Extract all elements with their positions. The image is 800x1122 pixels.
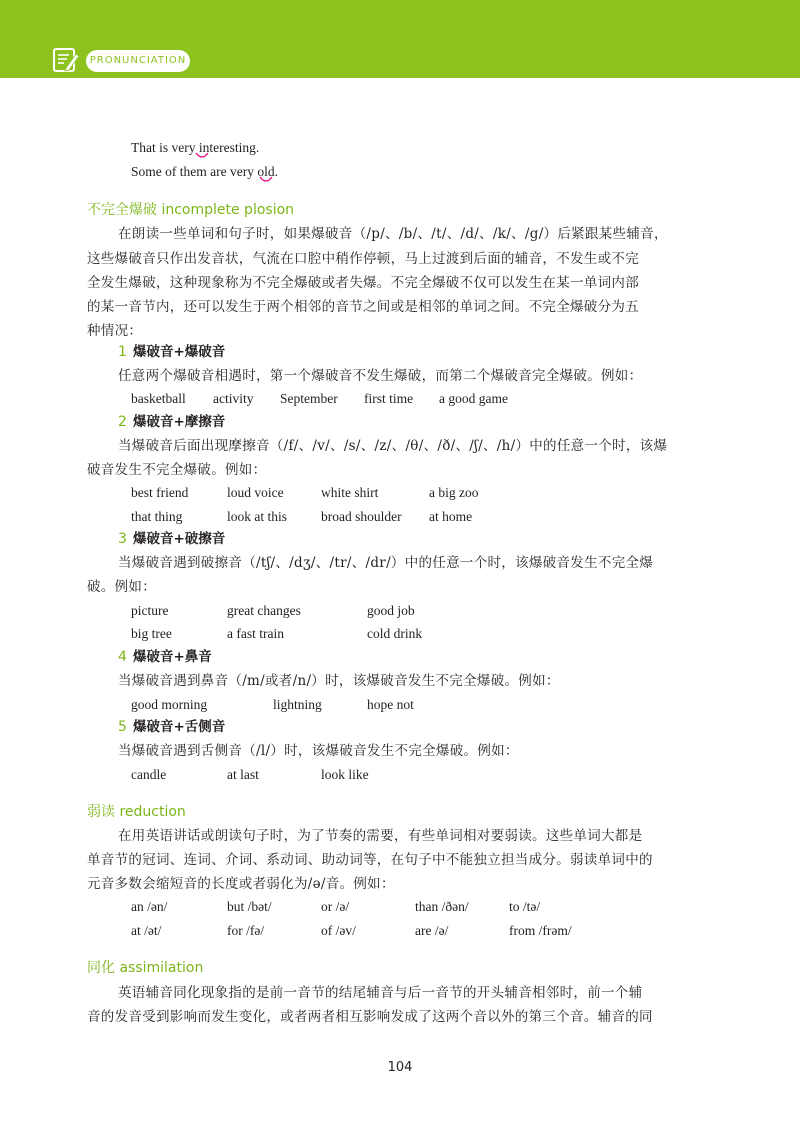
case-title: 爆破音+摩擦音 bbox=[133, 414, 226, 430]
linking-mark-icon bbox=[194, 152, 210, 161]
paragraph-line: 元音多数会缩短音的长度或者弱化为/ə/音。例如： bbox=[87, 876, 395, 892]
example-word: a good game bbox=[439, 391, 508, 406]
example-word: a fast train bbox=[227, 626, 284, 641]
pencil-note-icon bbox=[52, 46, 80, 74]
example-word: basketball bbox=[131, 391, 186, 406]
example-word: at home bbox=[429, 509, 473, 524]
section-heading-assimilation: 同化 assimilation bbox=[87, 960, 204, 976]
case-title: 爆破音+鼻音 bbox=[133, 649, 212, 665]
example-word: at /ət/ bbox=[131, 923, 162, 938]
linking-example-1: That is very interesting. bbox=[131, 140, 260, 155]
paragraph-line: 种情况： bbox=[87, 323, 143, 339]
example-word: good job bbox=[367, 603, 415, 618]
example-word: good morning bbox=[131, 697, 208, 712]
example-word: great changes bbox=[227, 603, 301, 618]
linking-mark-icon bbox=[258, 176, 274, 185]
page-number: 104 bbox=[387, 1060, 413, 1075]
example-word: cold drink bbox=[367, 626, 423, 641]
example-word: picture bbox=[131, 603, 169, 618]
example-word: activity bbox=[213, 391, 254, 406]
section-heading-reduction: 弱读 reduction bbox=[87, 804, 186, 820]
example-word: but /bət/ bbox=[227, 899, 272, 914]
case-title: 爆破音+破擦音 bbox=[133, 531, 226, 547]
example-word: look at this bbox=[227, 509, 287, 524]
example-word: an /ən/ bbox=[131, 899, 168, 914]
example-word: white shirt bbox=[321, 485, 379, 500]
paragraph-line: 当爆破音遇到破擦音（/tʃ/、/dʒ/、/tr/、/dr/）中的任意一个时，该爆破音发生不完全爆 bbox=[118, 555, 654, 571]
example-word: of /əv/ bbox=[321, 923, 356, 938]
case-number: 3 bbox=[118, 531, 127, 547]
paragraph-line: 单音节的冠词、连词、介词、系动词、助动词等，在句子中不能独立担当成分。弱读单词中的 bbox=[87, 852, 653, 868]
example-word: to /tə/ bbox=[509, 899, 541, 914]
paragraph-line: 英语辅音同化现象指的是前一音节的结尾辅音与后一音节的开头辅音相邻时，前一个辅 bbox=[118, 985, 643, 1001]
example-word: big tree bbox=[131, 626, 172, 641]
case-number: 1 bbox=[118, 344, 127, 360]
example-word: for /fə/ bbox=[227, 923, 265, 938]
case-title: 爆破音+舌侧音 bbox=[133, 719, 226, 735]
paragraph-line: 在朗读一些单词和句子时，如果爆破音（/p/、/b/、/t/、/d/、/k/、/g/）后紧跟某些辅音， bbox=[118, 226, 668, 242]
case-number: 5 bbox=[118, 719, 127, 735]
case-number: 4 bbox=[118, 649, 127, 665]
section-label: PRONUNCIATION bbox=[86, 50, 190, 72]
example-word: are /ə/ bbox=[415, 923, 449, 938]
paragraph-line: 音的发音受到影响而发生变化，或者两者相互影响发成了这两个音以外的第三个音。辅音的同 bbox=[87, 1009, 653, 1025]
case-number: 2 bbox=[118, 414, 127, 430]
paragraph-line: 在用英语讲话或朗读句子时，为了节奏的需要，有些单词相对要弱读。这些单词大都是 bbox=[118, 828, 643, 844]
example-word: broad shoulder bbox=[321, 509, 402, 524]
example-word: candle bbox=[131, 767, 167, 782]
paragraph-line: 全发生爆破，这种现象称为不完全爆破或者失爆。不完全爆破不仅可以发生在某一单词内部 bbox=[87, 275, 639, 291]
paragraph-line: 当爆破音遇到舌侧音（/l/）时，该爆破音发生不完全爆破。例如： bbox=[118, 743, 519, 759]
example-word: loud voice bbox=[227, 485, 284, 500]
example-word: look like bbox=[321, 767, 369, 782]
paragraph-line: 任意两个爆破音相遇时，第一个爆破音不发生爆破，而第二个爆破音完全爆破。例如： bbox=[118, 368, 643, 384]
paragraph-line: 当爆破音后面出现摩擦音（/f/、/v/、/s/、/z/、/θ/、/ð/、/ʃ/、/h/）中的任意一个时，该爆 bbox=[118, 438, 668, 454]
example-word: or /ə/ bbox=[321, 899, 350, 914]
example-word: at last bbox=[227, 767, 259, 782]
paragraph-line: 当爆破音遇到鼻音（/m/或者/n/）时，该爆破音发生不完全爆破。例如： bbox=[118, 673, 560, 689]
example-word: hope not bbox=[367, 697, 414, 712]
paragraph-line: 这些爆破音只作出发音状，气流在口腔中稍作停顿，马上过渡到后面的辅音，不发生或不完 bbox=[87, 251, 639, 267]
example-word: first time bbox=[364, 391, 414, 406]
example-word: a big zoo bbox=[429, 485, 479, 500]
paragraph-line: 破。例如： bbox=[87, 579, 156, 595]
example-word: that thing bbox=[131, 509, 183, 524]
paragraph-line: 的某一音节内，还可以发生于两个相邻的音节之间或是相邻的单词之间。不完全爆破分为五 bbox=[87, 299, 639, 315]
linking-example-2: Some of them are very old. bbox=[131, 164, 278, 179]
example-word: from /frəm/ bbox=[509, 923, 572, 938]
example-word: lightning bbox=[273, 697, 322, 712]
paragraph-line: 破音发生不完全爆破。例如： bbox=[87, 462, 267, 478]
example-word: September bbox=[280, 391, 338, 406]
example-word: best friend bbox=[131, 485, 189, 500]
case-title: 爆破音+爆破音 bbox=[133, 344, 226, 360]
example-word: than /ðən/ bbox=[415, 899, 469, 914]
section-heading-incomplete-plosion: 不完全爆破 incomplete plosion bbox=[87, 202, 295, 218]
